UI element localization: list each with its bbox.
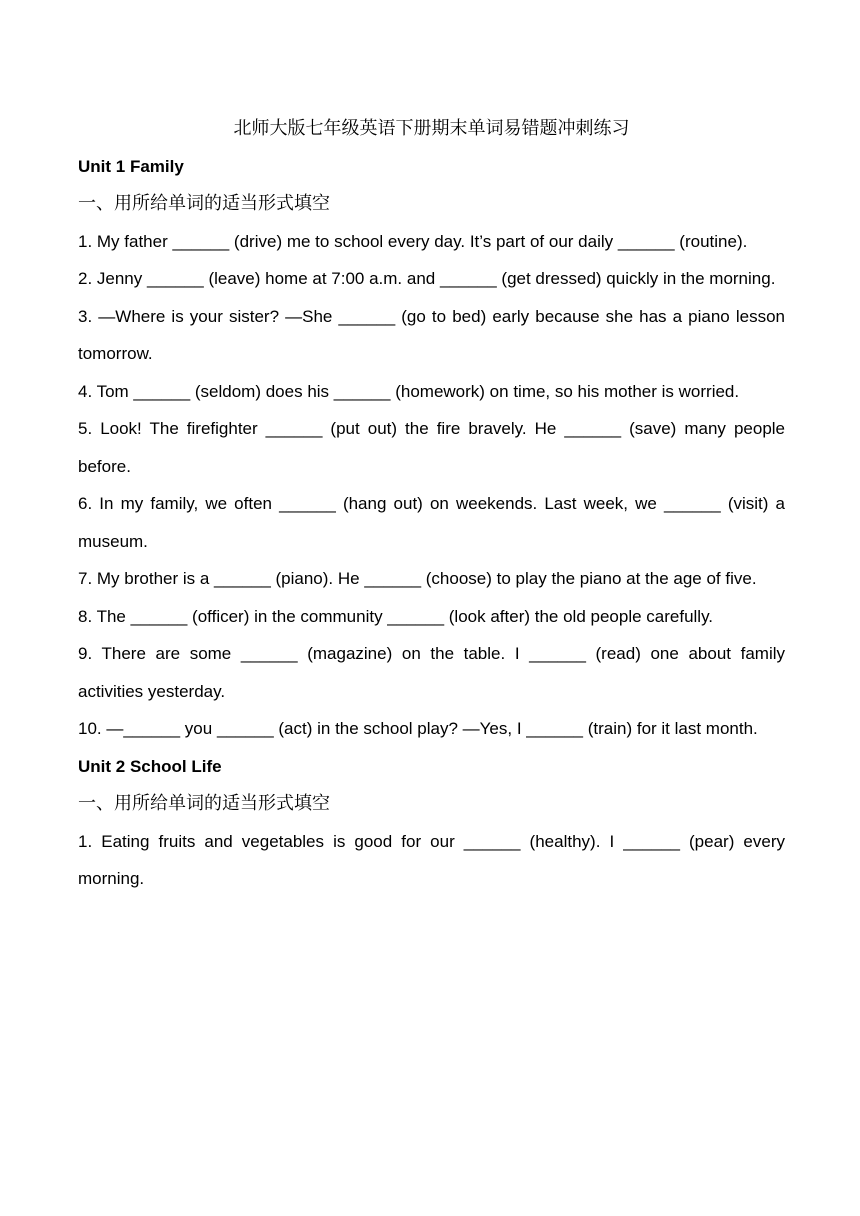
unit-1-question-5: 5. Look! The firefighter ______ (put out) the fire bravely. He ______ (save) many people before. — [78, 419, 785, 476]
unit-1-question-1: 1. My father ______ (drive) me to school every day. It’s part of our daily ______ (routine). — [78, 231, 748, 251]
unit-1-question-3: 3. —Where is your sister? —She ______ (go to bed) early because she has a piano lesson tomorrow. — [78, 306, 785, 363]
unit-1-question-7: 7. My brother is a ______ (piano). He ______ (choose) to play the piano at the age of five. — [78, 569, 757, 588]
unit-1-question-6: 6. In my family, we often ______ (hang out) on weekends. Last week, we ______ (visit) a museum. — [78, 494, 785, 551]
unit-1-question-8: 8. The ______ (officer) in the community ______ (look after) the old people carefully. — [78, 606, 714, 626]
unit-2-question-1: 1. Eating fruits and vegetables is good for our ______ (healthy). I ______ (pear) every morning. — [78, 831, 785, 888]
unit-2-section-heading: 一、用所给单词的适当形式填空 — [78, 793, 330, 814]
document-title: 北师大版七年级英语下册期末单词易错题冲刺练习 — [233, 118, 630, 139]
unit-1-section-heading: 一、用所给单词的适当形式填空 — [78, 193, 330, 214]
unit-1-question-9: 9. There are some ______ (magazine) on the table. I ______ (read) one about family activities yesterday. — [78, 644, 785, 701]
unit-1-question-10: 10. —______ you ______ (act) in the school play? —Yes, I ______ (train) for it last month. — [78, 719, 758, 738]
unit-1-question-4: 4. Tom ______ (seldom) does his ______ (homework) on time, so his mother is worried. — [78, 381, 740, 401]
unit-1-heading: Unit 1 Family — [78, 156, 184, 176]
unit-1-question-2: 2. Jenny ______ (leave) home at 7:00 a.m. and ______ (get dressed) quickly in the morning. — [78, 269, 776, 288]
unit-2-heading: Unit 2 School Life — [78, 756, 222, 776]
document-content — [78, 110, 785, 898]
